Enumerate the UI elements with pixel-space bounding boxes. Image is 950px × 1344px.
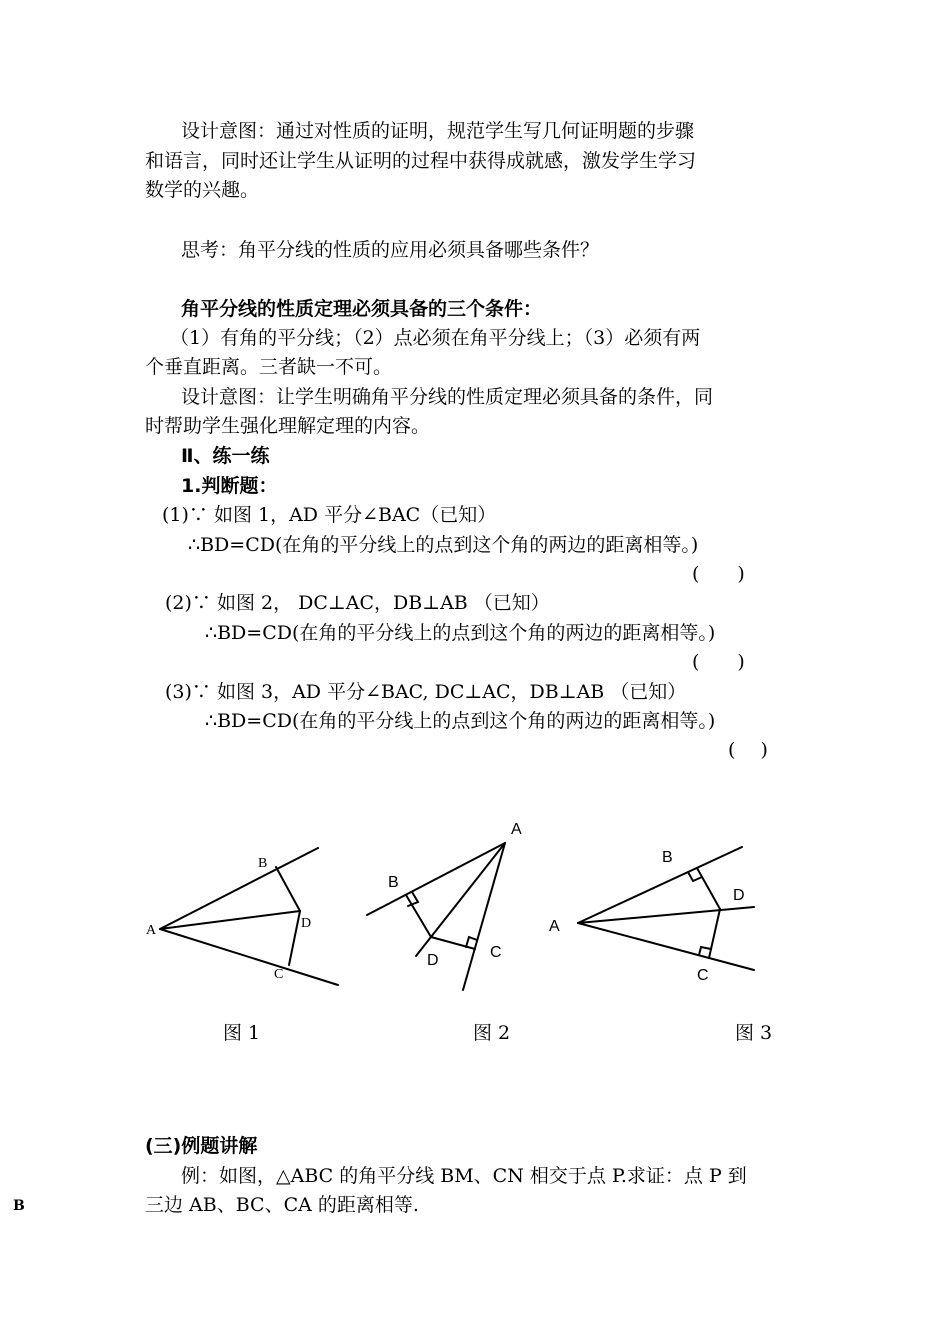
fig1-ray-ab [160,848,318,929]
judge-subheading: 1.判断题： [181,475,278,497]
fig1-segment-bd [276,867,300,911]
example-line-2: 三边 AB、BC、CA 的距离相等. [145,1194,419,1216]
fig3-caption: 图 3 [735,1022,773,1044]
example-line-1: 例：如图，△ABC 的角平分线 BM、CN 相交于点 P.求证：点 P 到 [181,1165,747,1187]
conditions-line-2: 个垂直距离。三者缺一不可。 [145,356,393,378]
design-intent-line-1: 设计意图：通过对性质的证明，规范学生写几何证明题的步骤 [181,120,695,142]
q1-answer-parentheses: ( ) [692,563,745,585]
think-question: 思考：角平分线的性质的应用必须具备哪些条件？ [181,239,600,261]
conditions-line-1: （1）有角的平分线；（2）点必须在角平分线上；（3）必须有两 [170,327,701,349]
fig3-label-a: A [549,918,560,935]
design-intent-line-3: 数学的兴趣。 [145,179,260,201]
fig3-bisector-ad [578,907,754,923]
q1-conclusion: ∴BD=CD(在角的平分线上的点到这个角的两边的距离相等。) [188,534,699,556]
example-heading: (三)例题讲解 [145,1135,258,1157]
q1-given: (1)∵ 如图 1，AD 平分∠BAC（已知） [162,504,497,526]
fig1-label-c: C [274,967,284,982]
fig2-label-d: D [427,952,439,969]
conditions-heading: 角平分线的性质定理必须具备的三个条件： [181,298,543,320]
fig3-ray-ac [578,923,754,970]
q2-given: (2)∵ 如图 2， DC⊥AC，DB⊥AB （已知） [165,592,550,614]
q3-conclusion: ∴BD=CD(在角的平分线上的点到这个角的两边的距离相等。) [205,710,716,732]
fig2-label-c: C [490,944,502,961]
fig2-label-a: A [511,821,522,838]
fig3-label-b: B [662,849,673,866]
fig2-label-b: B [388,874,399,891]
fig1-label-a: A [146,923,157,938]
conditions-intent-line-1: 设计意图：让学生明确角平分线的性质定理必须具备的条件，同 [181,386,714,408]
fig2-bisector-ad [416,843,505,956]
fig1-label-b: B [258,856,268,871]
fig3-segment-bd [697,868,720,909]
fig2-ray-ac [463,843,505,990]
conditions-intent-line-2: 时帮助学生强化理解定理的内容。 [145,415,431,437]
fig1-segment-cd [289,911,300,965]
fig1-ray-ac [160,929,338,985]
fig3-ray-ab [578,847,742,923]
q2-conclusion: ∴BD=CD(在角的平分线上的点到这个角的两边的距离相等。) [205,622,716,644]
fig3-label-d: D [733,887,745,904]
fig3-label-c: C [697,967,709,984]
fig1-label-d: D [301,916,312,931]
fig2-caption: 图 2 [473,1022,511,1044]
practice-heading: Ⅱ、练一练 [181,445,270,467]
q3-given: (3)∵ 如图 3，AD 平分∠BAC, DC⊥AC，DB⊥AB （已知） [165,681,687,703]
fig1-bisector-ad [160,911,300,929]
q3-answer-parentheses: ( ) [728,739,768,761]
margin-mark: B [13,1198,25,1214]
q2-answer-parentheses: ( ) [692,651,745,673]
fig3-segment-cd [709,909,720,958]
design-intent-line-2: 和语言，同时还让学生从证明的过程中获得成就感，激发学生学习 [145,150,697,172]
fig1-caption: 图 1 [223,1022,261,1044]
